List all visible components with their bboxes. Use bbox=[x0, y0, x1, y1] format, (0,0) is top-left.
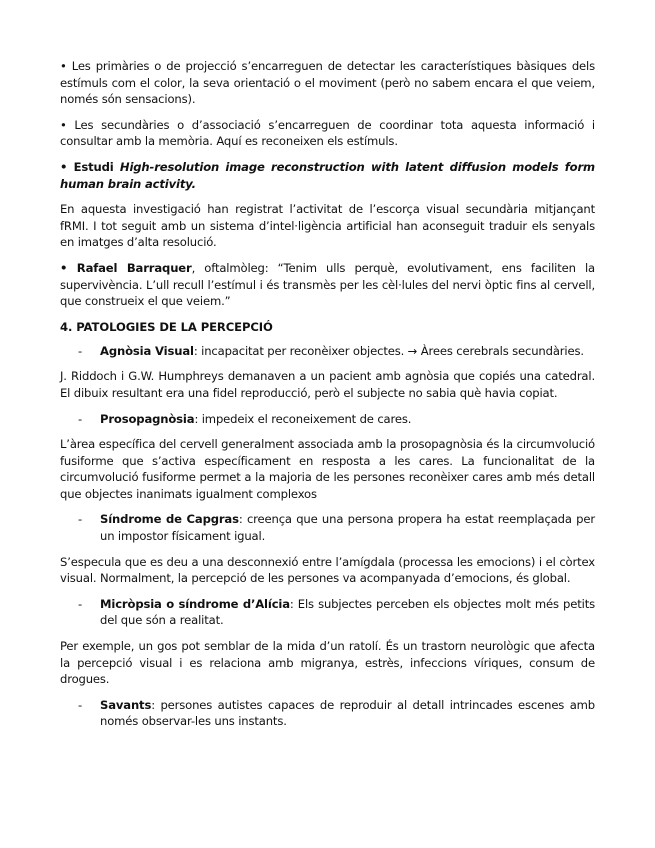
paragraph-riddoch: J. Riddoch i G.W. Humphreys demanaven a un pacient amb agnòsia que copiés una catedral. El dibuix resultant era una fidel reproducció, però el subjecte no sabia què havia copiat. bbox=[60, 369, 595, 400]
list-dash: - bbox=[78, 512, 83, 527]
list-item-savants bbox=[60, 697, 595, 730]
desc-alicia: : Els subjectes perceben els objectes molt més petits del que són a realitat. bbox=[100, 596, 595, 628]
list-dash: - bbox=[78, 697, 83, 712]
paragraph-secundaries: • Les secundàries o d’associació s’encarreguen de coordinar tota aquesta informació i consultar amb la memòria. Aquí es reconeixen els estímuls. bbox=[60, 117, 595, 149]
term-alicia: Micròpsia o síndrome d’Alícia bbox=[100, 596, 290, 611]
term-prosopagnosia: Prosopagnòsia bbox=[100, 411, 195, 426]
desc-agnosia: : incapacitat per reconèixer objectes. → Àrees cerebrals secundàries. bbox=[193, 343, 584, 358]
term-savants: Savants bbox=[100, 697, 152, 712]
barraquer-name: • Rafael Barraquer bbox=[60, 260, 192, 275]
list-dash: - bbox=[78, 411, 83, 426]
term-capgras: Síndrome de Capgras bbox=[100, 512, 239, 527]
section-heading: 4. PATOLOGIES DE LA PERCEPCIÓ bbox=[60, 319, 273, 334]
list-dash: - bbox=[78, 596, 83, 611]
document-page bbox=[60, 58, 595, 739]
list-item-prosopagnosia bbox=[60, 411, 595, 428]
paragraph-barraquer bbox=[60, 260, 595, 310]
study-title: High-resolution image reconstruction with latent diffusion models form human brain activity. bbox=[60, 159, 595, 191]
study-prefix: • Estudi bbox=[60, 159, 120, 174]
desc-capgras: : creença que una persona propera ha estat reemplaçada per un impostor físicament igual. bbox=[100, 512, 595, 544]
paragraph-primaries: • Les primàries o de projecció s’encarreguen de detectar les característiques bàsiques dels estímuls com el color, la seva orientació o el moviment (però no sabem encara el que veiem, només són sensacions). bbox=[60, 59, 595, 107]
paragraph-research: En aquesta investigació han registrat l’activitat de l’escorça visual secundària mitjançant fRMI. I tot seguit amb un sistema d’intel·ligència artificial han aconseguit traduir els senyals en imatges d’alta resolució. bbox=[60, 202, 595, 250]
paragraph-amigdala: S’especula que es deu a una desconnexió entre l’amígdala (processa les emocions) i el còrtex visual. Normalment, la percepció de les persones va acompanyada d’emocions, és global. bbox=[60, 554, 595, 586]
desc-prosopagnosia: : impedeix el reconeixement de cares. bbox=[194, 411, 412, 426]
barraquer-quote: , oftalmòleg: “Tenim ulls perquè, evolutivament, ens faciliten la supervivència. L’ull recull l’estímul i és transmès per les cèl·lules del nervi òptic fins al cervell, que construeix el que veiem.” bbox=[60, 260, 595, 309]
list-item-agnosia bbox=[60, 343, 595, 360]
paragraph-study bbox=[60, 159, 595, 192]
list-item-capgras bbox=[60, 511, 595, 544]
paragraph-ratoli: Per exemple, un gos pot semblar de la mida d’un ratolí. És un trastorn neurològic que afecta la percepció visual i es relaciona amb migranya, estrès, infeccions víriques, consum de drogues. bbox=[60, 639, 595, 687]
list-dash: - bbox=[78, 343, 83, 358]
paragraph-fusiforme: L’àrea específica del cervell generalment associada amb la prosopagnòsia és la circumvolució fusiforme que s’activa específicament en resposta a les cares. La funcionalitat de la circumvolució fusiforme permet a la majoria de les persones reconèixer cares amb més detall que objectes inanimats igualment complexos bbox=[60, 437, 595, 501]
desc-savants: : persones autistes capaces de reproduir al detall intrincades escenes amb només observar-les uns instants. bbox=[100, 697, 595, 729]
term-agnosia: Agnòsia Visual bbox=[100, 343, 194, 358]
list-item-alicia bbox=[60, 596, 595, 629]
